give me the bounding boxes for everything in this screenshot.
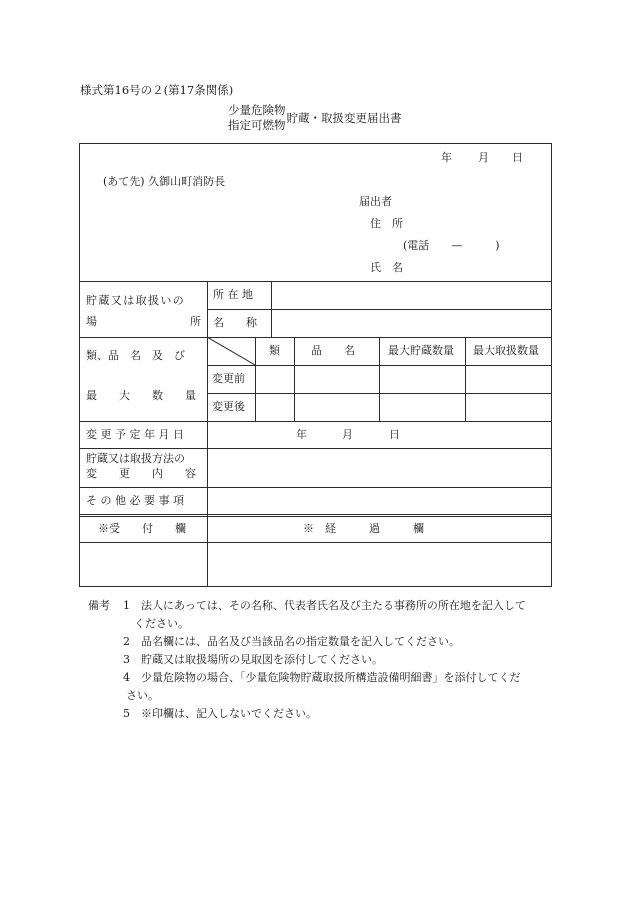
- note-text: 品名欄には、品名及び当該品名の指定数量を記入してください。: [141, 635, 460, 648]
- col-item: 品 名: [311, 344, 355, 357]
- location-label: 所 在 地: [213, 288, 253, 301]
- col-line: [465, 337, 466, 421]
- phone-label: (電話 — ): [403, 239, 500, 252]
- notes: [88, 597, 604, 723]
- row-line: [79, 487, 552, 488]
- note-text-cont: さい。: [126, 689, 159, 702]
- other-label: そ の 他 必 要 事 項: [86, 494, 184, 507]
- note-continuation: [88, 615, 604, 633]
- storage-place-label-2b: 所: [190, 315, 201, 328]
- col-line: [271, 281, 272, 337]
- note-text-cont: ください。: [134, 617, 189, 630]
- note-item: [88, 651, 593, 669]
- col-line: [294, 337, 295, 421]
- row-line: [207, 309, 552, 310]
- method-label-2: 変 更 内 容: [86, 467, 196, 480]
- storage-place-label-2a: 場: [86, 315, 97, 328]
- change-year: 年: [296, 428, 307, 441]
- row-line-double: [79, 516, 552, 517]
- name-row-label: 名 称: [213, 316, 257, 329]
- title-main: 貯蔵・取扱変更届出書: [286, 111, 402, 125]
- col-max-storage: 最大貯蔵数量: [388, 344, 454, 357]
- name-label: 氏 名: [370, 261, 403, 274]
- title-stack: [228, 103, 286, 133]
- date-month: 月: [478, 151, 489, 164]
- note-item: [88, 597, 558, 615]
- note-text: 貯蔵又は取扱場所の見取図を添付してください。: [141, 653, 383, 666]
- row-line: [79, 542, 552, 543]
- note-num: 5: [123, 707, 130, 720]
- col-max-handling: 最大取扱数量: [473, 344, 539, 357]
- col-line: [207, 281, 208, 587]
- row-line: [79, 448, 552, 449]
- date-day: 日: [512, 151, 523, 164]
- row-line: [79, 281, 552, 282]
- table-border-left: [79, 143, 80, 587]
- form-number: 様式第16号の２(第17条関係): [80, 83, 234, 97]
- change-date-label: 変 更 予 定 年 月 日: [86, 428, 184, 441]
- addressee: (あて先) 久御山町消防長: [103, 175, 226, 188]
- storage-place-label-1: 貯蔵又は取扱いの: [86, 294, 186, 307]
- kind-label-2: 最 大 数 量: [86, 389, 196, 402]
- date-year: 年: [441, 151, 452, 164]
- form-title: [228, 103, 402, 133]
- kind-label-1: 類、品 名 及 び: [86, 349, 185, 362]
- col-kind: 類: [269, 344, 280, 357]
- after-change-label: 変更後: [212, 400, 245, 413]
- change-month: 月: [342, 428, 353, 441]
- note-text: 法人にあっては、その名称、代表者氏名及び主たる事務所の所在地を記入して: [141, 599, 526, 612]
- note-text: 少量危険物の場合、「少量危険物貯蔵取扱所構造設備明細書」を添付してくだ: [141, 671, 521, 684]
- table-border-top: [79, 143, 552, 144]
- table-border-bottom: [79, 586, 552, 587]
- note-item: [88, 669, 593, 687]
- row-line: [79, 421, 552, 422]
- before-change-label: 変更前: [212, 372, 245, 385]
- reception-label: ※受 付 欄: [98, 522, 186, 535]
- row-line-double: [79, 514, 552, 515]
- note-continuation: [88, 687, 596, 705]
- note-num: 4: [123, 671, 130, 684]
- method-label-1: 貯蔵又は取扱方法の: [86, 452, 185, 465]
- note-num: 3: [123, 653, 130, 666]
- address-label: 住 所: [370, 217, 403, 230]
- title-stack-top: 少量危険物: [228, 103, 286, 117]
- note-item: [88, 633, 593, 651]
- title-stack-bottom: 指定可燃物: [228, 118, 286, 132]
- note-num: 2: [123, 635, 130, 648]
- progress-label: ※ 経 過 欄: [303, 522, 424, 535]
- note-num: 1: [123, 599, 130, 612]
- row-line: [79, 337, 552, 338]
- diagonal-line: [207, 337, 256, 366]
- col-line: [379, 337, 380, 421]
- change-day: 日: [389, 428, 400, 441]
- submitter-label: 届出者: [359, 195, 392, 208]
- note-item: [88, 705, 593, 723]
- notes-label: 備考: [88, 599, 110, 612]
- note-text: ※印欄は、記入しないでください。: [141, 707, 317, 720]
